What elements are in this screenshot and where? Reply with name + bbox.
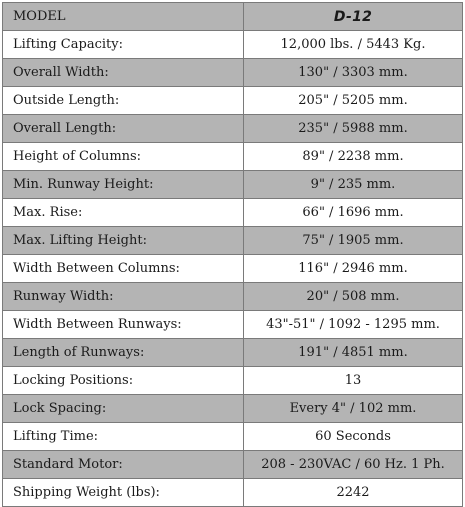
table-row bbox=[3, 227, 463, 255]
spec-label: Width Between Runways: bbox=[3, 311, 244, 339]
spec-value: 60 Seconds bbox=[244, 423, 463, 451]
table-row bbox=[3, 171, 463, 199]
table-row bbox=[3, 423, 463, 451]
model-value: D-12 bbox=[244, 3, 463, 31]
spec-label: Lifting Capacity: bbox=[3, 31, 244, 59]
specifications-table bbox=[2, 2, 463, 507]
spec-label: Overall Length: bbox=[3, 115, 244, 143]
spec-label: Outside Length: bbox=[3, 87, 244, 115]
spec-value: 191" / 4851 mm. bbox=[244, 339, 463, 367]
spec-value: 20" / 508 mm. bbox=[244, 283, 463, 311]
table-row bbox=[3, 339, 463, 367]
spec-label: Locking Positions: bbox=[3, 367, 244, 395]
spec-value: 208 - 230VAC / 60 Hz. 1 Ph. bbox=[244, 451, 463, 479]
spec-label: Max. Rise: bbox=[3, 199, 244, 227]
spec-value: 75" / 1905 mm. bbox=[244, 227, 463, 255]
table-row bbox=[3, 395, 463, 423]
spec-value: 89" / 2238 mm. bbox=[244, 143, 463, 171]
table-row bbox=[3, 199, 463, 227]
spec-value: 43"-51" / 1092 - 1295 mm. bbox=[244, 311, 463, 339]
table-row bbox=[3, 283, 463, 311]
spec-label: Overall Width: bbox=[3, 59, 244, 87]
spec-label: Max. Lifting Height: bbox=[3, 227, 244, 255]
spec-value: 116" / 2946 mm. bbox=[244, 255, 463, 283]
table-row bbox=[3, 87, 463, 115]
spec-label: Runway Width: bbox=[3, 283, 244, 311]
table-row bbox=[3, 115, 463, 143]
spec-value: 235" / 5988 mm. bbox=[244, 115, 463, 143]
spec-label: Lock Spacing: bbox=[3, 395, 244, 423]
spec-label: Width Between Columns: bbox=[3, 255, 244, 283]
spec-value: Every 4" / 102 mm. bbox=[244, 395, 463, 423]
table-row bbox=[3, 367, 463, 395]
spec-value: 2242 bbox=[244, 479, 463, 507]
spec-value: 66" / 1696 mm. bbox=[244, 199, 463, 227]
table-row bbox=[3, 451, 463, 479]
spec-value: 9" / 235 mm. bbox=[244, 171, 463, 199]
spec-value: 12,000 lbs. / 5443 Kg. bbox=[244, 31, 463, 59]
table-row bbox=[3, 311, 463, 339]
table-row bbox=[3, 255, 463, 283]
spec-value: 13 bbox=[244, 367, 463, 395]
table-row bbox=[3, 31, 463, 59]
table-row bbox=[3, 143, 463, 171]
spec-label: Standard Motor: bbox=[3, 451, 244, 479]
model-label: MODEL bbox=[3, 3, 244, 31]
spec-label: Length of Runways: bbox=[3, 339, 244, 367]
spec-label: Lifting Time: bbox=[3, 423, 244, 451]
spec-label: Shipping Weight (lbs): bbox=[3, 479, 244, 507]
table-row bbox=[3, 479, 463, 507]
spec-label: Min. Runway Height: bbox=[3, 171, 244, 199]
spec-value: 130" / 3303 mm. bbox=[244, 59, 463, 87]
spec-label: Height of Columns: bbox=[3, 143, 244, 171]
table-row bbox=[3, 59, 463, 87]
table-header-row bbox=[3, 3, 463, 31]
spec-value: 205" / 5205 mm. bbox=[244, 87, 463, 115]
